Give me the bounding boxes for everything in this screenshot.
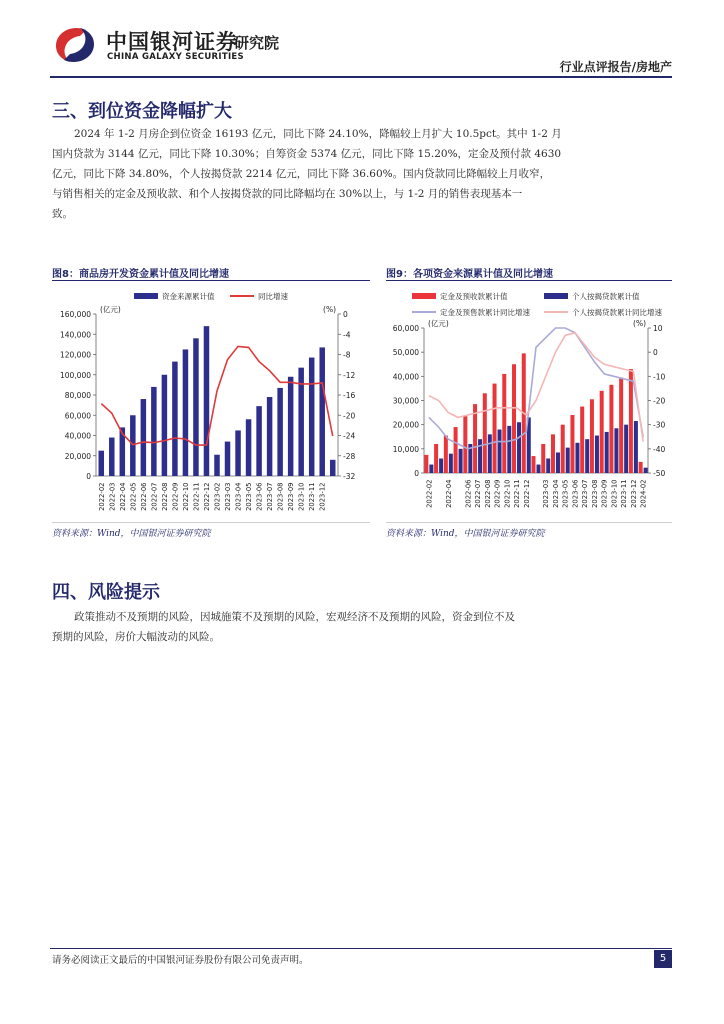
x-tick-label: 2022-06 xyxy=(139,482,148,511)
bar-1 xyxy=(193,338,199,476)
y-tick-label-right: 0 xyxy=(343,310,348,319)
x-tick-label: 2023-10 xyxy=(610,479,619,508)
bar-1 xyxy=(590,399,594,473)
x-tick-label: 2023-04 xyxy=(551,479,560,508)
figure-8-source: 资料来源：Wind，中国银河证券研究院 xyxy=(52,529,211,539)
x-tick-label: 2022-04 xyxy=(444,479,453,508)
page-number: 5 xyxy=(654,950,672,968)
bar-1 xyxy=(141,399,147,476)
x-tick-label: 2023-08 xyxy=(590,479,599,508)
figure-8-title: 图8：商品房开发资金累计值及同比增速 xyxy=(52,269,229,280)
y-tick-label-right: -12 xyxy=(343,370,356,380)
figure-9-rule xyxy=(386,280,672,281)
y-tick-label-left: 40,000 xyxy=(64,431,91,441)
bar-2 xyxy=(459,449,463,473)
institute-name: 研究院 xyxy=(234,34,280,52)
x-tick-label: 2023-08 xyxy=(276,482,285,511)
y-tick-label-left: 60,000 xyxy=(392,324,419,333)
bar-1 xyxy=(267,397,273,476)
bar-2 xyxy=(644,468,648,473)
bar-2 xyxy=(585,439,589,473)
y-tick-label-left: 20,000 xyxy=(392,420,419,430)
x-tick-label: 2022-10 xyxy=(503,479,512,508)
y-axis-left-label: (亿元) xyxy=(100,305,121,314)
bar-2 xyxy=(605,432,609,473)
bar-1 xyxy=(288,377,294,476)
legend-label: 定金及预售款累计同比增速 xyxy=(440,308,530,317)
legend-label: 资金来源累计值 xyxy=(162,292,215,301)
y-tick-label-left: 80,000 xyxy=(64,391,91,400)
bar-2 xyxy=(614,428,618,473)
footer-divider xyxy=(50,948,672,949)
bar-1 xyxy=(277,388,283,476)
x-tick-label: 2023-03 xyxy=(542,479,551,508)
footer-disclaimer: 请务必阅读正文最后的中国银河证券股份有限公司免责声明。 xyxy=(52,955,309,966)
y-tick-label-right: 0 xyxy=(653,348,658,358)
bar-1 xyxy=(204,326,210,476)
x-tick-label: 2023-10 xyxy=(297,482,306,511)
section-paragraph-risk xyxy=(52,607,572,647)
paragraph-line: 2024 年 1-2 月房企到位资金 16193 亿元，同比下降 24.10%，降幅较上月扩大 10.5pct。其中 1-2 月 xyxy=(74,128,562,140)
section-title-risk: 四、风险提示 xyxy=(52,582,160,603)
bar-1 xyxy=(99,451,105,476)
bar-2 xyxy=(624,425,628,473)
x-tick-label: 2024-02 xyxy=(639,479,648,508)
paragraph-line: 致。 xyxy=(52,208,73,220)
bar-1 xyxy=(561,425,565,473)
figure-9-chart xyxy=(386,283,672,521)
y-tick-label-left: 20,000 xyxy=(64,451,91,461)
y-axis-left-label: (亿元) xyxy=(428,319,449,328)
bar-2 xyxy=(595,436,599,473)
x-tick-label: 2022-12 xyxy=(202,482,211,511)
bar-2 xyxy=(429,465,433,473)
legend-label: 个人按揭贷款累计值 xyxy=(572,292,640,301)
bar-1 xyxy=(532,456,536,473)
bar-1 xyxy=(109,438,115,476)
bar-1 xyxy=(619,378,623,473)
bar-2 xyxy=(546,459,550,474)
y-tick-label-right: -16 xyxy=(343,391,356,400)
x-tick-label: 2022-02 xyxy=(425,479,434,508)
y-tick-label-right: -28 xyxy=(343,451,356,461)
bar-1 xyxy=(330,460,336,476)
bar-1 xyxy=(225,442,231,476)
bar-1 xyxy=(570,415,574,473)
x-tick-label: 2023-11 xyxy=(308,482,317,511)
bar-1 xyxy=(235,430,241,476)
legend-label: 定金及预收款累计值 xyxy=(440,292,508,301)
y-tick-label-right: -4 xyxy=(343,330,351,340)
bar-1 xyxy=(639,462,643,473)
figure-9-source: 资料来源：Wind，中国银河证券研究院 xyxy=(386,529,545,539)
bar-2 xyxy=(449,454,453,473)
bar-2 xyxy=(634,421,638,473)
bar-1 xyxy=(541,444,545,473)
bar-2 xyxy=(566,448,570,473)
y-tick-label-left: 140,000 xyxy=(59,330,91,340)
x-tick-label: 2022-09 xyxy=(493,479,502,508)
x-tick-label: 2023-02 xyxy=(213,482,222,511)
y-tick-label-left: 0 xyxy=(414,469,419,478)
report-type: 行业点评报告/房地产 xyxy=(559,60,672,74)
x-tick-label: 2023-05 xyxy=(561,479,570,508)
x-tick-label: 2023-12 xyxy=(629,479,638,508)
x-tick-label: 2022-08 xyxy=(160,482,169,511)
legend-swatch-bar xyxy=(134,293,158,299)
figure-9-source-rule xyxy=(386,522,672,523)
section-paragraph-funding xyxy=(52,124,572,224)
x-tick-label: 2023-06 xyxy=(255,482,264,511)
bar-1 xyxy=(309,358,315,476)
bar-1 xyxy=(246,419,252,476)
y-tick-label-right: -20 xyxy=(653,396,666,406)
bar-1 xyxy=(434,444,438,473)
bar-2 xyxy=(507,426,511,473)
bar-2 xyxy=(498,430,502,474)
bar-1 xyxy=(629,369,633,473)
bar-1 xyxy=(454,427,458,473)
bar-1 xyxy=(172,362,178,476)
paragraph-line: 预期的风险，房价大幅波动的风险。 xyxy=(52,631,220,643)
paragraph-line: 亿元，同比下降 34.80%，个人按揭贷款 2214 亿元，同比下降 36.60%。国内贷款同比降幅较上月收窄， xyxy=(52,168,551,180)
x-tick-label: 2022-03 xyxy=(108,482,117,511)
figure-8-rule xyxy=(52,280,370,281)
company-name-cn: 中国银河证券 xyxy=(106,30,238,54)
bar-1 xyxy=(463,416,467,473)
y-axis-right-label: (%) xyxy=(633,319,646,328)
bar-1 xyxy=(130,415,136,476)
x-tick-label: 2023-12 xyxy=(318,482,327,511)
bar-1 xyxy=(483,393,487,473)
bar-1 xyxy=(424,455,428,473)
y-tick-label-right: -10 xyxy=(653,372,666,382)
legend-swatch-bar xyxy=(412,293,436,299)
x-tick-label: 2023-05 xyxy=(245,482,254,511)
legend-label: 个人按揭贷款累计同比增速 xyxy=(572,308,662,317)
bar-2 xyxy=(537,465,541,473)
x-tick-label: 2022-12 xyxy=(522,479,531,508)
x-tick-label: 2022-10 xyxy=(181,482,190,511)
paragraph-line: 国内贷款为 3144 亿元，同比下降 10.30%；自筹资金 5374 亿元，同比下降 15.20%，定金及预付款 4630 xyxy=(52,148,562,160)
y-tick-label-left: 120,000 xyxy=(59,350,91,360)
bar-2 xyxy=(439,459,443,474)
x-tick-label: 2022-02 xyxy=(97,482,106,511)
company-name-en: CHINA GALAXY SECURITIES xyxy=(107,52,244,62)
y-tick-label-right: -8 xyxy=(343,350,351,360)
y-tick-label-right: -50 xyxy=(653,469,666,478)
bar-2 xyxy=(478,439,482,473)
bar-1 xyxy=(319,347,325,476)
x-tick-label: 2022-07 xyxy=(474,479,483,508)
x-tick-label: 2022-11 xyxy=(192,482,201,511)
company-logo xyxy=(50,22,300,70)
y-tick-label-right: -30 xyxy=(653,420,666,430)
y-tick-label-right: -40 xyxy=(653,444,666,454)
x-tick-label: 2023-06 xyxy=(571,479,580,508)
y-tick-label-left: 0 xyxy=(86,472,91,481)
legend-label: 同比增速 xyxy=(258,292,288,301)
paragraph-line: 政策推动不及预期的风险，因城施策不及预期的风险，宏观经济不及预期的风险，资金到位不及 xyxy=(74,611,515,623)
bar-2 xyxy=(556,452,560,473)
x-tick-label: 2023-07 xyxy=(266,482,275,511)
y-tick-label-left: 40,000 xyxy=(392,372,419,382)
x-tick-label: 2022-11 xyxy=(513,479,522,508)
bar-1 xyxy=(600,391,604,473)
figure-8-chart xyxy=(52,283,370,521)
bar-1 xyxy=(473,404,477,473)
bar-1 xyxy=(151,387,157,476)
x-tick-label: 2022-08 xyxy=(483,479,492,508)
bar-1 xyxy=(256,406,262,476)
bar-1 xyxy=(444,436,448,473)
paragraph-line: 与销售相关的定金及预收款、和个人按揭贷款的同比降幅均在 30%以上，与 1-2 月的销售表现基本一 xyxy=(52,188,523,200)
header-divider xyxy=(50,76,672,78)
bar-1 xyxy=(580,407,584,473)
x-tick-label: 2023-04 xyxy=(234,482,243,511)
x-tick-label: 2022-07 xyxy=(150,482,159,511)
legend-swatch-bar xyxy=(544,293,568,299)
bar-1 xyxy=(493,384,497,473)
x-tick-label: 2023-07 xyxy=(581,479,590,508)
figure-8-source-rule xyxy=(52,522,370,523)
y-tick-label-left: 30,000 xyxy=(392,396,419,406)
x-tick-label: 2022-09 xyxy=(171,482,180,511)
bar-2 xyxy=(517,422,521,473)
y-tick-label-right: -20 xyxy=(343,411,356,421)
bar-1 xyxy=(609,385,613,473)
bar-2 xyxy=(575,443,579,473)
y-tick-label-left: 10,000 xyxy=(392,444,419,454)
bar-1 xyxy=(183,349,189,476)
x-tick-label: 2022-05 xyxy=(129,482,138,511)
y-tick-label-right: -24 xyxy=(343,431,356,441)
x-tick-label: 2023-03 xyxy=(224,482,233,511)
bar-1 xyxy=(502,374,506,473)
y-tick-label-right: 10 xyxy=(653,324,663,333)
y-tick-label-left: 50,000 xyxy=(392,348,419,358)
x-tick-label: 2023-11 xyxy=(620,479,629,508)
x-tick-label: 2023-09 xyxy=(600,479,609,508)
galaxy-logo-icon xyxy=(50,22,100,68)
figure-9-title: 图9：各项资金来源累计值及同比增速 xyxy=(386,269,553,280)
x-tick-label: 2023-09 xyxy=(287,482,296,511)
bar-2 xyxy=(488,434,492,473)
x-tick-label: 2022-06 xyxy=(464,479,473,508)
y-axis-right-label: (%) xyxy=(323,305,336,314)
section-title-funding: 三、到位资金降幅扩大 xyxy=(52,101,232,122)
bar-1 xyxy=(551,434,555,473)
bar-1 xyxy=(512,364,516,473)
y-tick-label-left: 100,000 xyxy=(59,370,91,380)
y-tick-label-right: -32 xyxy=(343,472,356,481)
line-series-1 xyxy=(101,346,332,445)
bar-1 xyxy=(214,455,220,476)
y-tick-label-left: 160,000 xyxy=(59,310,91,319)
x-tick-label: 2022-04 xyxy=(118,482,127,511)
y-tick-label-left: 60,000 xyxy=(64,411,91,421)
bar-1 xyxy=(162,375,168,476)
